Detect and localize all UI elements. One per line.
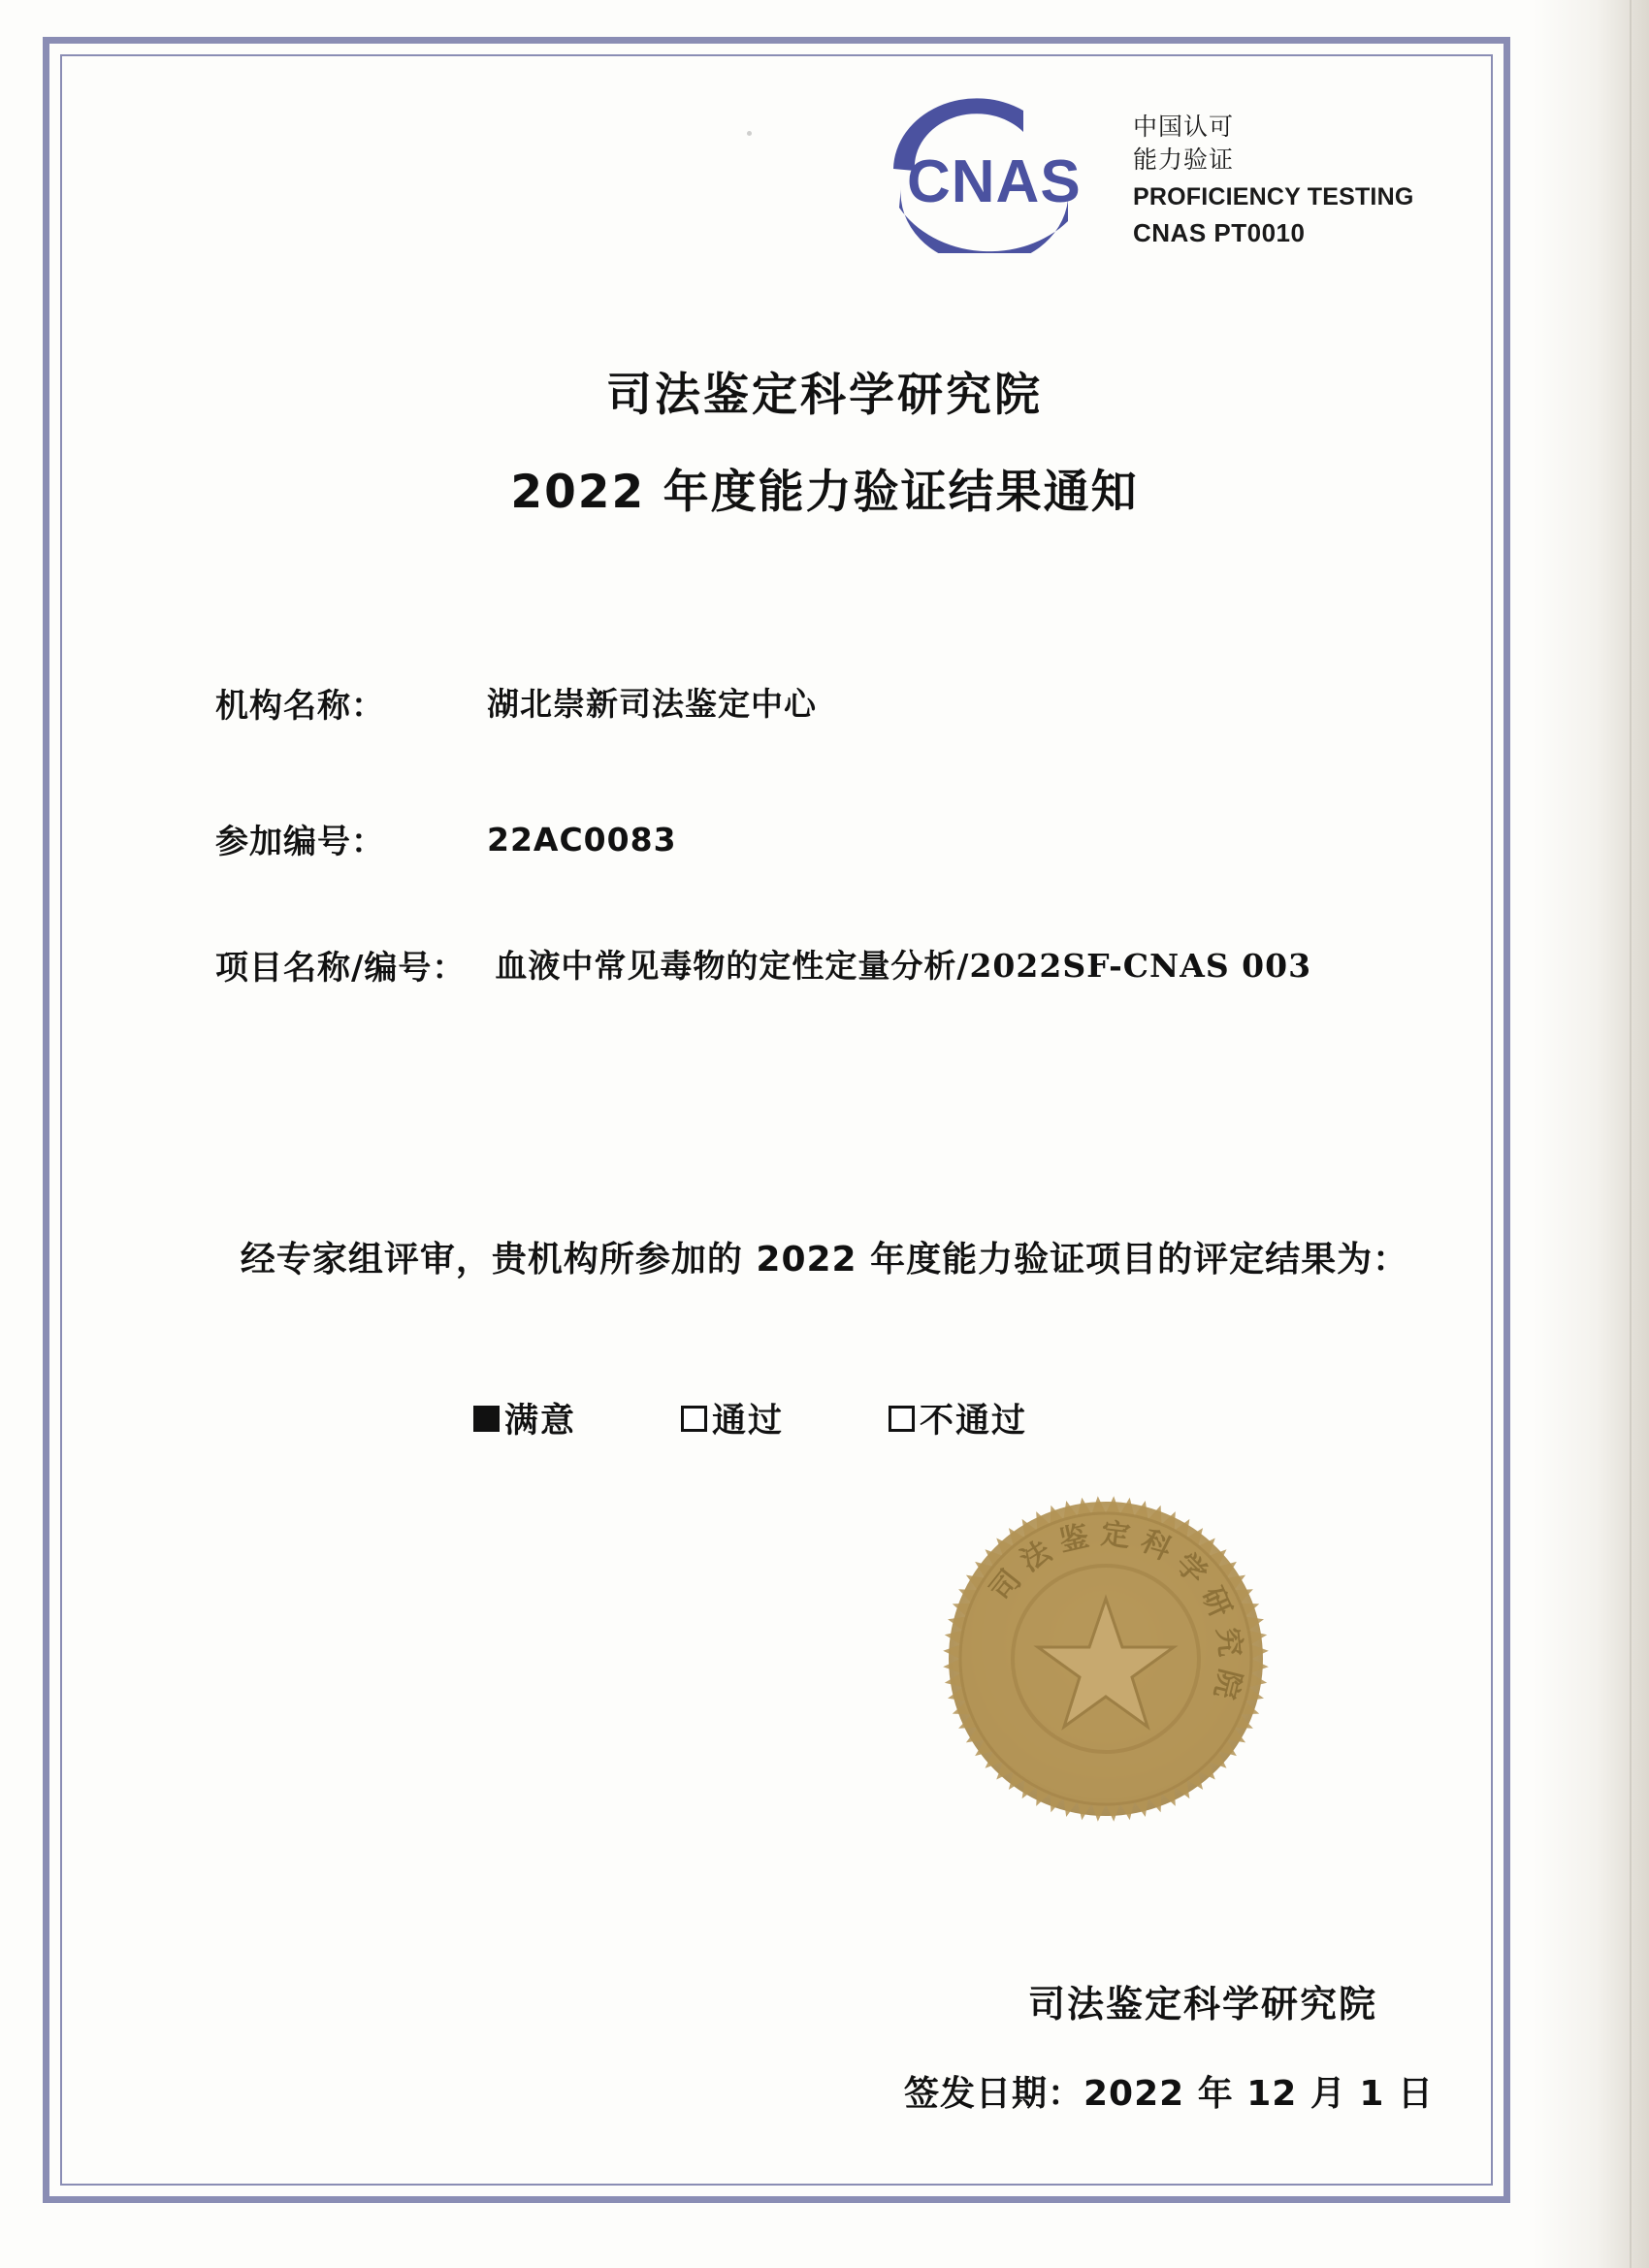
result-option-satisfactory[interactable] (473, 1394, 576, 1442)
issue-date: 签发日期：2022 年 12 月 1 日 (903, 2074, 1434, 2114)
result-statement: 经专家组评审，贵机构所参加的 2022 年度能力验证项目的评定结果为： (240, 1240, 1409, 1280)
issuing-organization: 司法鉴定科学研究院 (1027, 1983, 1377, 2025)
document-title-line-2: 2022 年度能力验证结果通知 (510, 466, 1139, 519)
field-label: 参加编号： (215, 823, 385, 861)
result-option-label: 通过 (712, 1401, 785, 1441)
checkbox-empty-icon[interactable] (889, 1406, 915, 1432)
field-label: 项目名称/编号： (215, 949, 467, 988)
field-value: 血液中常见毒物的定性定量分析/2022SF-CNAS 003 (495, 947, 1312, 985)
checkbox-empty-icon[interactable] (681, 1406, 707, 1432)
cnas-logo-icon (878, 93, 1116, 253)
svg-text:CNAS: CNAS (907, 148, 1082, 215)
result-options (473, 1394, 1132, 1442)
cnas-label-en: PROFICIENCY TESTING (1133, 183, 1414, 211)
result-option-label: 满意 (504, 1401, 577, 1441)
field-value: 湖北崇新司法鉴定中心 (487, 685, 817, 723)
field-organization-name (215, 679, 1476, 729)
page-edge-line (1630, 0, 1632, 2268)
field-label: 机构名称： (215, 687, 385, 726)
checkbox-checked-icon[interactable] (473, 1406, 500, 1432)
svg-text:司法鉴定科学研究院: 司法鉴定科学研究院 (984, 1516, 1248, 1712)
field-participant-number (215, 815, 1476, 865)
cnas-label-cn-2: 能力验证 (1133, 146, 1235, 174)
field-project-name-number (215, 941, 1476, 991)
cnas-code: CNAS PT0010 (1133, 218, 1306, 247)
result-option-label: 不通过 (920, 1401, 1028, 1441)
official-seal-icon (931, 1484, 1280, 1833)
page-edge-shadow (1533, 0, 1649, 2268)
field-value: 22AC0083 (487, 821, 677, 859)
result-option-pass[interactable] (681, 1394, 784, 1442)
cnas-accreditation-block (878, 93, 1413, 253)
cnas-label-cn-1: 中国认可 (1133, 113, 1235, 141)
scan-speck (747, 131, 752, 136)
result-option-fail[interactable] (889, 1394, 1027, 1442)
document-title-line-1: 司法鉴定科学研究院 (606, 369, 1043, 422)
